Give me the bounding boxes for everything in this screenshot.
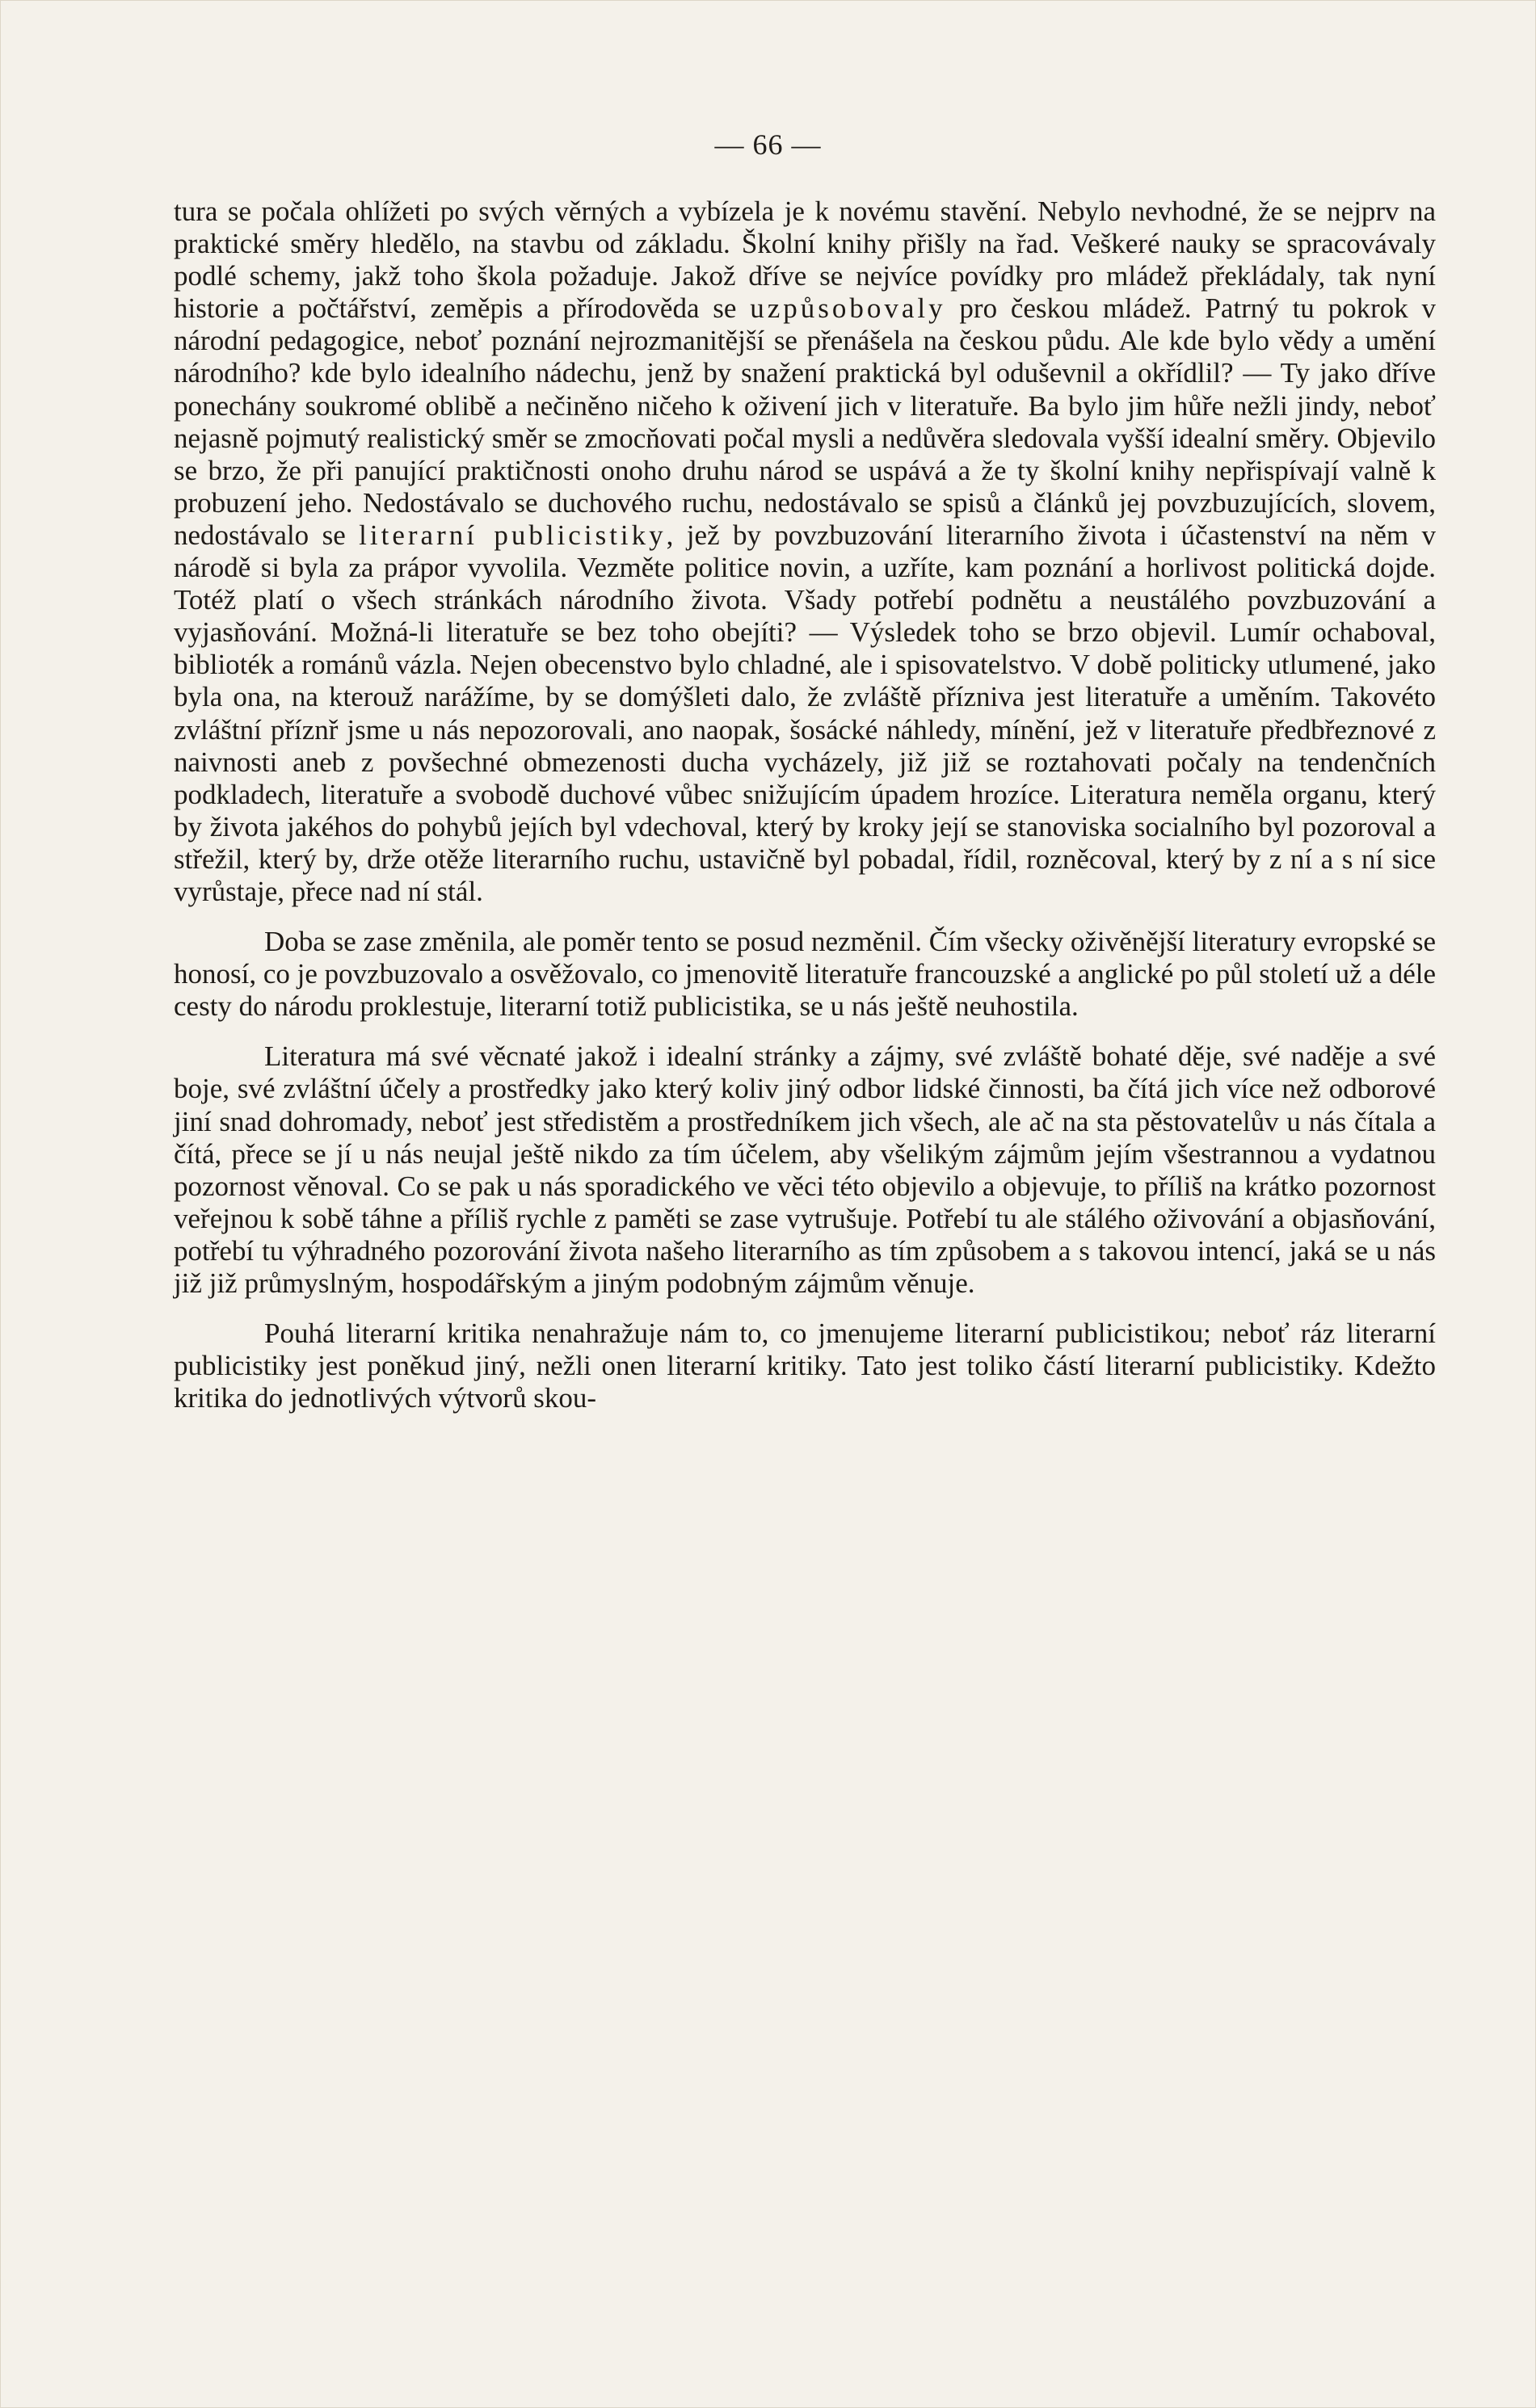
paragraph-text: Literatura má své věcnaté jakož i idealní stránky a zájmy, své zvláště bohaté děje, své naděje a své boje, své zvláštní účely a prostředky jako který koliv jiný odbor lidské činnosti, ba čítá jich více než odborové jiní snad dohromady, neboť jest středistěm a prostředníkem jich všech, ale ač na sta pěstovatelův u nás čítala a čítá, přece se jí u nás neujal ještě nikdo za tím účelem, aby všelikým zájmům jejím všestrannou a vydatnou pozornost věnoval. Co se pak u nás sporadického ve věci této objevilo a objevuje, to příliš na krátko pozornost veřejnou k sobě táhne a příliš rychle z paměti se zase vytrušuje. Potřebí tu ale stálého oživování a objasňování, potřebí tu výhradného pozorování života našeho literarního as tím způsobem a s takovou intencí, jaká se u nás již již průmyslným, hospodářským a jiným podobným zájmům věnuje. (174, 1040, 1436, 1299)
paragraph-text: pro českou mládež. Patrný tu pokrok v národní pedagogice, neboť poznání nejrozmanitější se přenášela na českou půdu. Ale kde bylo vědy a umění národního? kde bylo idealního nádechu, jenž by snažení praktická byl oduševnil a okřídlil? — Ty jako dříve ponechány soukromé oblibě a nečiněno ničeho k oživení jich v literatuře. Ba bylo jim hůře nežli jindy, neboť nejasně pojmutý realistický směr se zmocňovati počal mysli a nedůvěra sledovala vyšší idealní směry. Objevilo se brzo, že při panující praktičnosti onoho druhu národ se uspává a že ty školní knihy nepřispívají valně k probuzení jeho. Nedostávalo se duchového ruchu, nedostávalo se spisů a článků jej povzbuzujících, slovem, nedostávalo se (174, 292, 1437, 551)
body-text (174, 195, 1436, 1432)
emphasized-text: uzpůsobovaly (750, 292, 946, 325)
paragraph-3 (174, 1040, 1436, 1300)
paragraph-text: Doba se zase změnila, ale poměr tento se posud nezměnil. Čím všecky oživěnější literatury evropské se honosí, co je povzbuzovalo a osvěžovalo, co jmenovitě literatuře francouzské a anglické po půl století už a déle cesty do národu proklestuje, literarní totiž publicistika, se u nás ještě neuhostila. (174, 926, 1436, 1023)
paragraph-text: , jež by povzbuzování literarního života i účastenství na něm v národě si byla za prápor vyvolila. Vezměte politice novin, a uzříte, kam poznání a horlivost politická dojde. Totéž platí o všech stránkách národního života. Všady potřebí podnětu a neustálého povzbuzování a vyjasňování. Možná-li literatuře se bez toho obejíti? — Výsledek toho se brzo objevil. Lumír ochaboval, biblioték a románů vázla. Nejen obecenstvo bylo chladné, ale i spisovatelstvo. V době politicky utlumené, jako byla ona, na kterouž narážíme, by se domýšleti dalo, že zvláště přízniva jest literatuře a uměním. Takovéto zvláštní příznř jsme u nás nepozorovali, ano naopak, šosácké náhledy, mínění, jež v literatuře předbřeznové z naivnosti aneb z povšechné obmezenosti ducha vycházely, již již se roztahovati počaly na tendenčních podkladech, literatuře a svobodě duchové vůbec snižujícím úpadem hrozíce. Literatura neměla organu, který by života jakéhos do pohybů jejích byl vdechoval, který by kroky její se stanoviska socialního byl pozoroval a střežil, který by, drže otěže literarního ruchu, ustavičně byl pobadal, řídil, rozněcoval, který by z ní a s ní sice vyrůstaje, přece nad ní stál. (174, 519, 1436, 907)
emphasized-text: literarní publicistiky (359, 519, 667, 551)
paragraph-2 (174, 926, 1436, 1023)
paragraph-1 (174, 195, 1436, 908)
paragraph-4 (174, 1317, 1436, 1414)
paragraph-text: Pouhá literarní kritika nenahražuje nám to, co jmenujeme literarní publicistikou; neboť ráz literarní publicistiky jest poněkud jiný, nežli onen literarní kritiky. Tato jest toliko částí literarní publicistiky. Kdežto kritika do jednotlivých výtvorů skou- (174, 1317, 1436, 1414)
page-number: — 66 — (714, 128, 822, 161)
paragraph-text: tura se počala ohlížeti po svých věrných a vybízela je k novému stavění. Nebylo nevhodné, že se nejprv na praktické směry hledělo, na stavbu od základu. Školní knihy přišly na řad. Veškeré nauky se spracovávaly podlé schemy, jakž toho škola požaduje. Jakož dříve se nejvíce povídky pro mládež překládaly, tak nyní historie a počtářství, zeměpis a přírodověda se (174, 195, 1436, 325)
